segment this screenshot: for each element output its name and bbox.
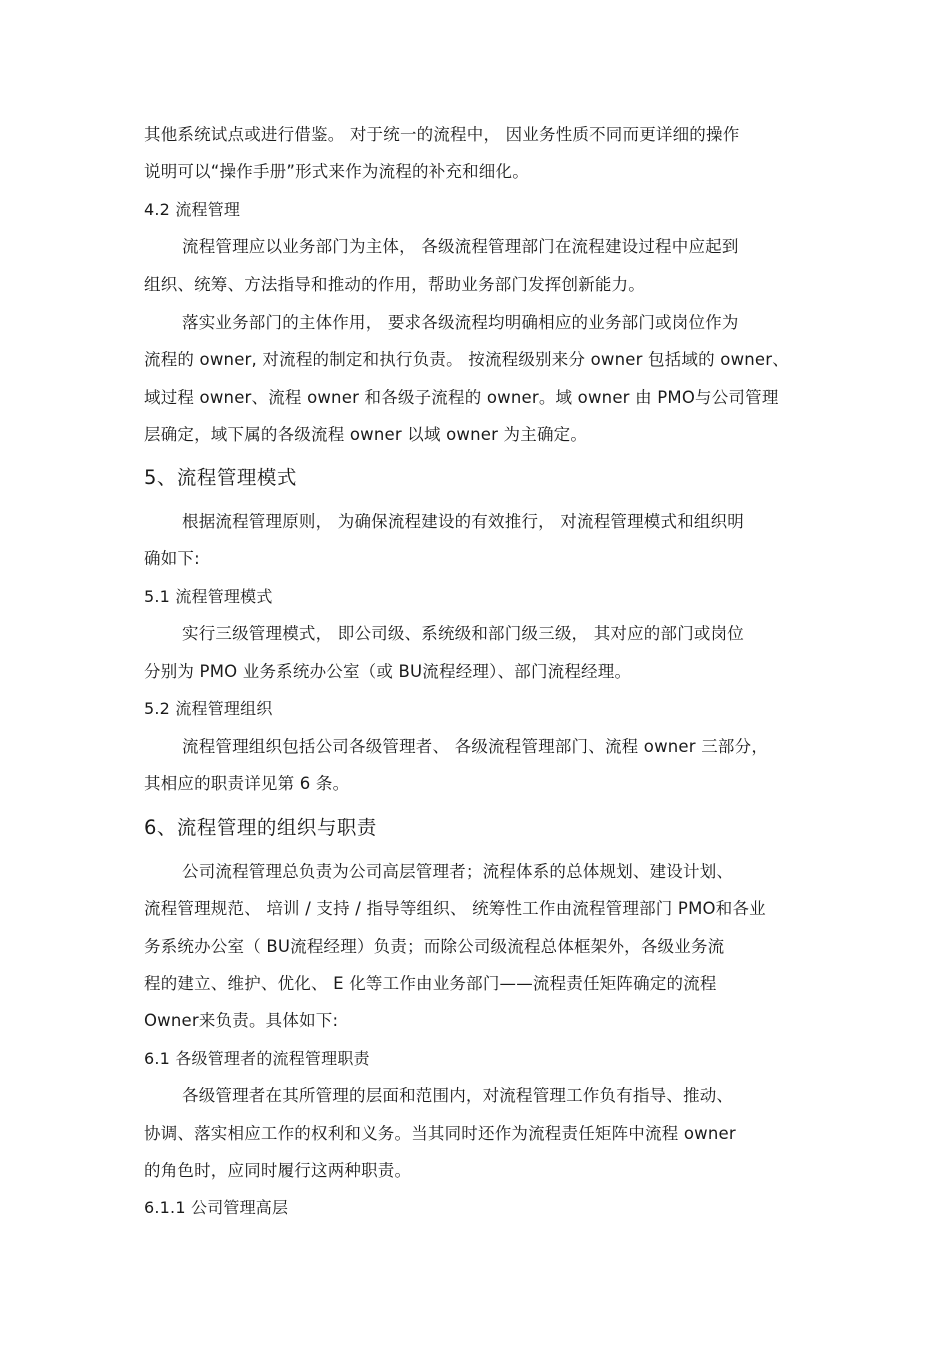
paragraph-line: 落实业务部门的主体作用， 要求各级流程均明确相应的业务部门或岗位作为 (182, 313, 739, 332)
paragraph-line: 其他系统试点或进行借鉴。 对于统一的流程中， 因业务性质不同而更详细的操作 (144, 125, 740, 144)
paragraph-line: 各级管理者在其所管理的层面和范围内，对流程管理工作负有指导、推动、 (182, 1086, 734, 1105)
paragraph-line: 的角色时，应同时履行这两种职责。 (144, 1161, 412, 1180)
paragraph-line: 协调、落实相应工作的权利和义务。当其同时还作为流程责任矩阵中流程 owner (144, 1124, 736, 1143)
paragraph-line: 根据流程管理原则， 为确保流程建设的有效推行， 对流程管理模式和组织明 (182, 512, 744, 531)
paragraph-line: Owner来负责。具体如下: (144, 1011, 339, 1030)
paragraph-line: 其相应的职责详见第 6 条。 (144, 774, 350, 793)
paragraph-line: 公司流程管理总负责为公司高层管理者；流程体系的总体规划、建设计划、 (182, 862, 734, 881)
paragraph-line: 流程管理组织包括公司各级管理者、 各级流程管理部门、流程 owner 三部分， (182, 737, 769, 756)
section-heading-6-1: 6.1 各级管理者的流程管理职责 (144, 1049, 370, 1068)
paragraph-line: 组织、统筹、方法指导和推动的作用，帮助业务部门发挥创新能力。 (144, 275, 645, 294)
paragraph-line: 说明可以“操作手册”形式来作为流程的补充和细化。 (144, 162, 529, 181)
paragraph-line: 务系统办公室（ BU流程经理）负责；而除公司级流程总体框架外，各级业务流 (144, 937, 725, 956)
chapter-heading-5: 5、流程管理模式 (144, 466, 297, 489)
section-heading-5-2: 5.2 流程管理组织 (144, 699, 273, 718)
paragraph-line: 流程管理规范、 培训 / 支持 / 指导等组织、 统筹性工作由流程管理部门 PMO和各业 (144, 899, 766, 918)
section-heading-4-2: 4.2 流程管理 (144, 200, 241, 219)
paragraph-line: 程的建立、维护、优化、 E 化等工作由业务部门——流程责任矩阵确定的流程 (144, 974, 717, 993)
paragraph-line: 确如下: (144, 549, 200, 568)
paragraph-line: 实行三级管理模式， 即公司级、系统级和部门级三级， 其对应的部门或岗位 (182, 624, 744, 643)
section-heading-5-1: 5.1 流程管理模式 (144, 587, 273, 606)
paragraph-line: 域过程 owner、流程 owner 和各级子流程的 owner。域 owner 由 PMO与公司管理 (144, 388, 779, 407)
paragraph-line: 流程的 owner, 对流程的制定和执行负责。 按流程级别来分 owner 包括域的 owner、 (144, 350, 789, 369)
section-heading-6-1-1: 6.1.1 公司管理高层 (144, 1198, 289, 1217)
paragraph-line: 层确定，域下属的各级流程 owner 以域 owner 为主确定。 (144, 425, 588, 444)
chapter-heading-6: 6、流程管理的组织与职责 (144, 816, 377, 839)
paragraph-line: 流程管理应以业务部门为主体， 各级流程管理部门在流程建设过程中应起到 (182, 237, 739, 256)
paragraph-line: 分别为 PMO 业务系统办公室（或 BU流程经理）、部门流程经理。 (144, 662, 632, 681)
